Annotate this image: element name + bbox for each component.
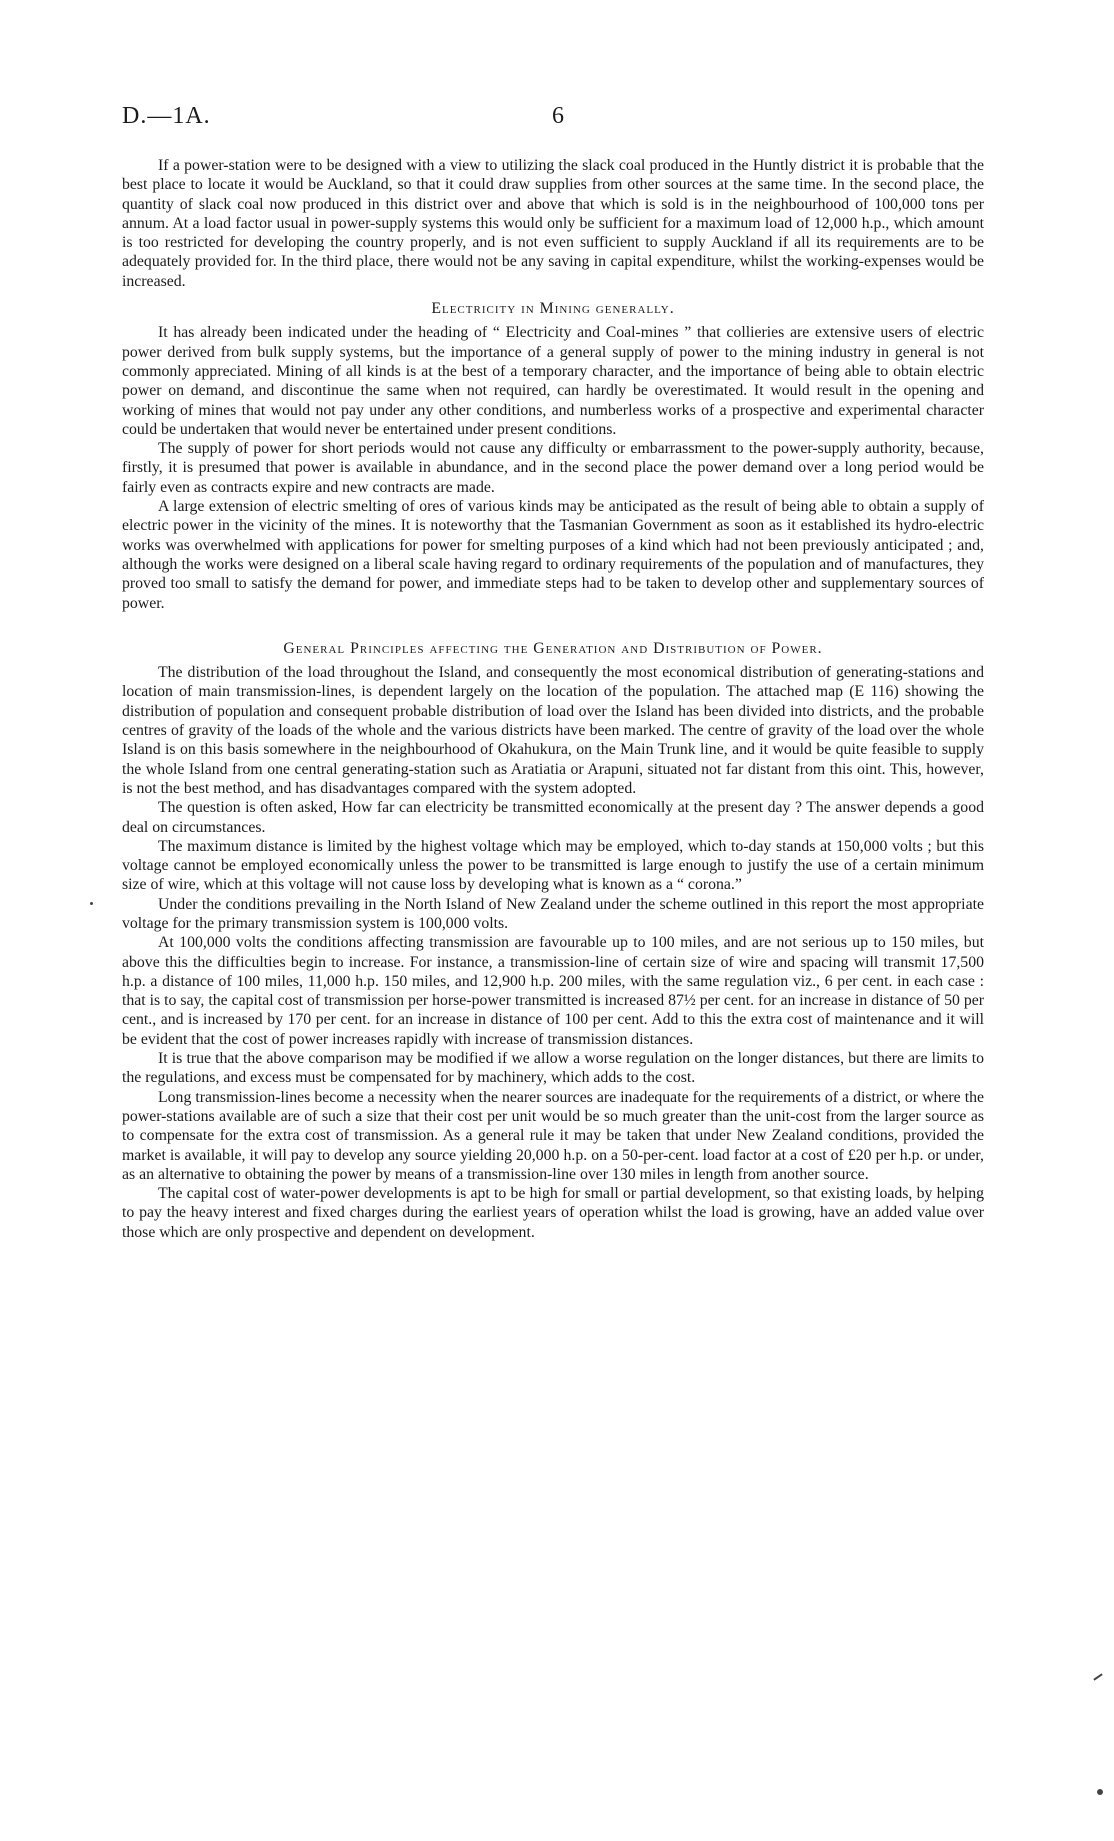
document-reference: D.—1A. xyxy=(122,103,211,129)
section-general-principles xyxy=(122,639,984,1242)
section-electricity-in-mining xyxy=(122,299,984,613)
paragraph: The distribution of the load throughout the Island, and consequently the most economical distribution of generating-stations and location of main transmission-lines, is dependent largely on the location of the population. The attached map (E 116) showing the distribution of population and consequent probable distribution of load over the Island has been divided into districts, and the probable centres of gravity of the loads of the whole and the various districts have been marked. The centre of gravity of the load over the whole Island is on this basis somewhere in the neighbourhood of Okahukura, on the Main Trunk line, and it would be quite feasible to supply the whole Island from one central generating-station such as Aratiatia or Arapuni, situated not far distant from this oint. This, however, is not the best method, and has disadvantages compared with the system adopted. xyxy=(122,664,984,797)
scan-mark xyxy=(1093,1673,1102,1680)
paragraph: At 100,000 volts the conditions affecting transmission are favourable up to 100 miles, and are not serious up to 150 miles, but above this the difficulties begin to increase. For instance, a transmission-line of certain size of wire and spacing will transmit 17,500 h.p. a distance of 100 miles, 11,000 h.p. 150 miles, and 12,900 h.p. 200 miles, with the same regulation viz., 6 per cent. in each case : that is to say, the capital cost of transmission per horse-power transmitted is increased 87½ per cent. for an increase in distance of 50 per cent., and is increased by 170 per cent. for an increase in distance of 100 per cent. Add to this the extra cost of maintenance and it will be evident that the cost of power increases rapidly with increase of transmission distances. xyxy=(122,934,984,1048)
paragraph: The supply of power for short periods would not cause any difficulty or embarrassment to the power-supply authority, because, firstly, it is presumed that power is available in abundance, and in the second place the power demand over a long period would be fairly even as contracts expire and new contracts are made. xyxy=(122,440,984,496)
body-text xyxy=(122,156,984,1242)
paragraph: It is true that the above comparison may be modified if we allow a worse regulation on the longer distances, but there are limits to the regulations, and excess must be compensated for by machinery, which adds to the cost. xyxy=(122,1050,984,1087)
paragraph: The maximum distance is limited by the highest voltage which may be employed, which to-day stands at 150,000 volts ; but this voltage cannot be employed economically unless the power to be transmitted is large enough to justify the use of a certain minimum size of wire, which at this voltage will not cause loss by developing what is known as a “ corona.” xyxy=(122,837,984,894)
paragraph: A large extension of electric smelting of ores of various kinds may be anticipated as the result of being able to obtain a supply of electric power in the vicinity of the mines. It is noteworthy that the Tasmanian Government as soon as it established its hydro-electric works was overwhelmed with applications for power for smelting purposes of a kind which had not been previously anticipated ; and, although the works were designed on a liberal scale having regard to ordinary requirements of the population and of manufactures, they proved too small to satisfy the demand for power, and immediate steps had to be taken to develop other and supplementary sources of power. xyxy=(122,498,984,612)
paragraph: The question is often asked, How far can electricity be transmitted economically at the present day ? The answer depends a good deal on circumstances. xyxy=(122,799,984,836)
page-number: 6 xyxy=(552,103,564,129)
paragraph: Under the conditions prevailing in the North Island of New Zealand under the scheme outlined in this report the most appropriate voltage for the primary transmission system is 100,000 volts. xyxy=(122,895,984,932)
paragraph: The capital cost of water-power developments is apt to be high for small or partial development, so that existing loads, by helping to pay the heavy interest and fixed charges during the earliest years of operation whilst the load is growing, have an added value over those which are only prospective and dependent on development. xyxy=(122,1185,984,1241)
section-huntly-slack-coal xyxy=(122,156,984,291)
section-heading: Electricity in Mining generally. xyxy=(431,300,675,318)
section-heading: General Principles affecting the Generation and Distribution of Power. xyxy=(283,639,823,657)
paragraph: Long transmission-lines become a necessity when the nearer sources are inadequate for the requirements of a district, or where the power-stations available are of such a size that their cost per unit would be so much greater than the unit-cost from the larger source as to compensate for the extra cost of transmission. As a general rule it may be taken that under New Zealand conditions, provided the market is available, it will pay to develop any source yielding 20,000 h.p. on a 50-per-cent. load factor at a cost of £20 per h.p. or under, as an alternative to obtaining the power by means of a transmission-line over 130 miles in length from another source. xyxy=(122,1088,984,1183)
scan-speck xyxy=(90,902,93,905)
paragraph: It has already been indicated under the heading of “ Electricity and Coal-mines ” that collieries are extensive users of electric power derived from bulk supply systems, but the importance of a general supply of power to the mining industry in general is not commonly appreciated. Mining of all kinds is at the best of a temporary character, and the importance of being able to obtain electric power on demand, and discontinue the same when not required, can hardly be overestimated. It would result in the opening and working of mines that would not pay under any other conditions, and numberless works of a prospective and experimental character could be undertaken that would never be entertained under present conditions. xyxy=(122,324,984,438)
page-header xyxy=(122,103,984,133)
scan-speck xyxy=(1097,1789,1103,1795)
paragraph: If a power-station were to be designed with a view to utilizing the slack coal produced in the Huntly district it is probable that the best place to locate it would be Auckland, so that it could draw supplies from other sources at the same time. In the second place, the quantity of slack coal now produced in this district over and above that which is sold is in the neighbourhood of 100,000 tons per annum. At a load factor usual in power-supply systems this would only be sufficient for a maximum load of 12,000 h.p., which amount is too restricted for developing the country properly, and is not even sufficient to supply Auckland if all its requirements are to be adequately provided for. In the third place, there would not be any saving in capital expenditure, whilst the working-expenses would be increased. xyxy=(122,157,984,290)
